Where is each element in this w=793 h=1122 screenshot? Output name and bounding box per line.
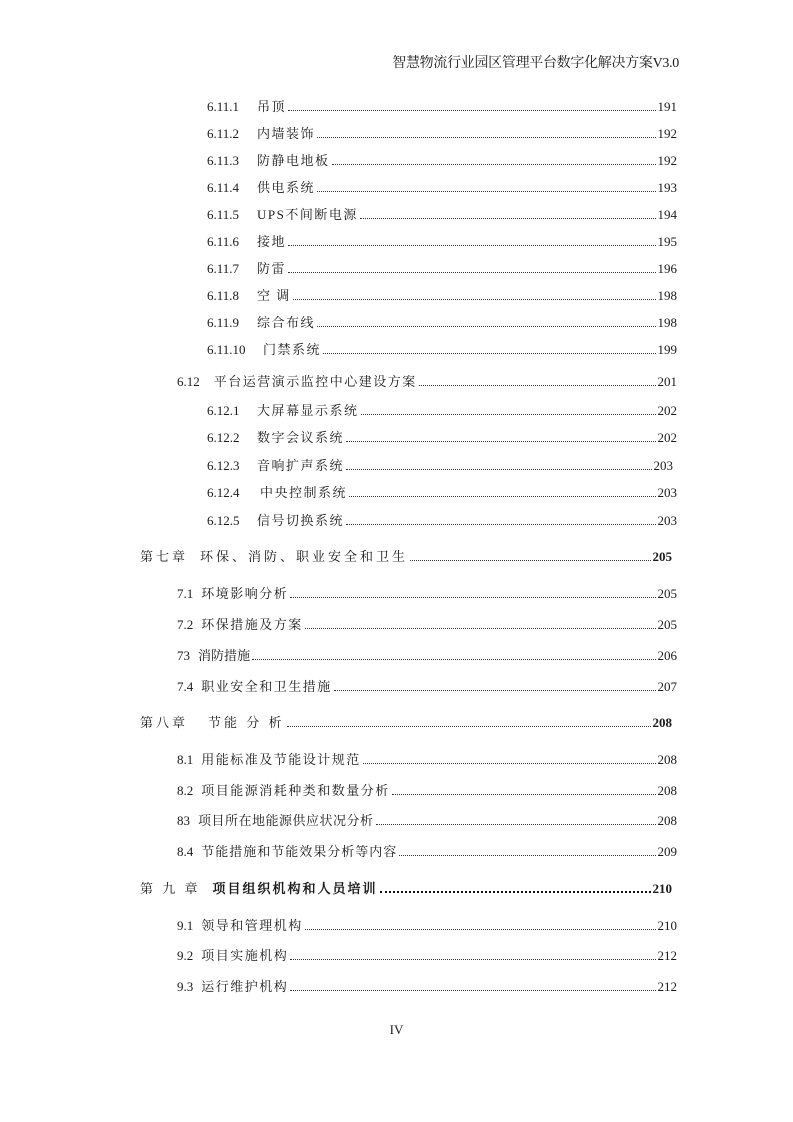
toc-entry-6-12-3[interactable] xyxy=(207,455,673,473)
toc-page-number: 208 xyxy=(652,715,672,730)
toc-title: 职业安全和卫生措施 xyxy=(201,679,332,694)
toc-page-number: 208 xyxy=(657,813,677,828)
toc-leader-dots xyxy=(288,245,655,246)
toc-leader-dots xyxy=(346,469,651,470)
toc-page-number: 194 xyxy=(657,207,677,222)
toc-leader-dots xyxy=(288,110,655,111)
toc-leader-dots xyxy=(317,326,655,327)
toc-leader-dots xyxy=(334,690,656,691)
toc-title: 环境影响分析 xyxy=(201,586,289,601)
toc-leader-dots xyxy=(288,272,655,273)
toc-title: 节能 分 析 xyxy=(208,715,285,730)
toc-leader-dots xyxy=(361,414,656,415)
toc-entry-9-3[interactable] xyxy=(177,976,677,994)
toc-number: 6.11.3 xyxy=(207,153,240,168)
toc-entry-6-11-8[interactable] xyxy=(207,285,677,303)
toc-entry-6-12-1[interactable] xyxy=(207,400,677,418)
toc-number: 6.11.10 xyxy=(207,342,246,357)
toc-number: 6.11.5 xyxy=(207,207,240,222)
toc-leader-dots xyxy=(399,855,655,856)
toc-page-number: 192 xyxy=(657,153,677,168)
toc-number: 83 xyxy=(177,813,190,828)
toc-page-number: 205 xyxy=(652,549,672,564)
toc-chapter-7[interactable] xyxy=(140,546,672,564)
toc-title: 内墙装饰 xyxy=(257,126,316,141)
toc-leader-dots xyxy=(346,524,655,525)
toc-leader-dots xyxy=(317,191,655,192)
toc-title: 门禁系统 xyxy=(263,342,322,357)
toc-leader-dots xyxy=(323,353,655,354)
toc-leader-dots xyxy=(293,299,656,300)
toc-page-number: 208 xyxy=(657,752,677,767)
toc-entry-6-12-2[interactable] xyxy=(207,427,677,445)
toc-number: 8.2 xyxy=(177,783,194,798)
toc-number: 8.4 xyxy=(177,844,194,859)
toc-number: 7.1 xyxy=(177,586,194,601)
toc-page-number: 206 xyxy=(657,648,677,663)
toc-number: 8.1 xyxy=(177,752,194,767)
toc-title: 吊顶 xyxy=(257,99,287,114)
toc-leader-dots xyxy=(376,824,656,825)
toc-leader-dots xyxy=(392,794,656,795)
toc-entry-6-11-5[interactable] xyxy=(207,204,677,222)
toc-page-number: 202 xyxy=(657,430,677,445)
toc-page-number: 202 xyxy=(657,403,677,418)
toc-number: 6.12 xyxy=(177,374,200,389)
toc-page-number: 198 xyxy=(657,288,677,303)
toc-entry-8-2[interactable] xyxy=(177,780,677,798)
toc-page-number: 201 xyxy=(657,374,677,389)
toc-number: 6.12.3 xyxy=(207,458,240,473)
toc-title: 防雷 xyxy=(257,261,287,276)
toc-title: 项目所在地能源供应状况分析 xyxy=(198,813,374,828)
toc-title: 综合布线 xyxy=(257,315,316,330)
toc-title: 用能标准及节能设计规范 xyxy=(201,752,361,767)
toc-page-number: 210 xyxy=(652,881,672,896)
toc-entry-6-11-10[interactable] xyxy=(207,339,677,357)
toc-title: 节能措施和节能效果分析等内容 xyxy=(201,844,398,859)
toc-title: 中央控制系统 xyxy=(260,485,348,500)
toc-number: 6.12.1 xyxy=(207,403,240,418)
toc-title: 空 调 xyxy=(257,288,291,303)
toc-number: 7.4 xyxy=(177,679,194,694)
toc-leader-dots xyxy=(317,137,655,138)
toc-entry-9-1[interactable] xyxy=(177,915,677,933)
toc-leader-dots xyxy=(290,990,655,991)
toc-page-number: 192 xyxy=(657,126,677,141)
toc-entry-6-12-4[interactable] xyxy=(207,482,677,500)
toc-number: 6.11.9 xyxy=(207,315,240,330)
toc-title: 项目组织机构和人员培训 xyxy=(212,881,378,896)
toc-page-number: 191 xyxy=(657,99,677,114)
toc-chapter-9[interactable] xyxy=(140,878,672,896)
toc-title: 数字会议系统 xyxy=(257,430,345,445)
toc-title: 环保、消防、职业安全和卫生 xyxy=(200,549,409,564)
toc-number: 73 xyxy=(177,648,190,663)
toc-number: 6.12.5 xyxy=(207,513,240,528)
toc-chapter-number: 第七章 xyxy=(140,549,189,564)
toc-leader-dots xyxy=(363,763,656,764)
page-header-title: 智慧物流行业园区管理平台数字化解决方案V3.0 xyxy=(392,56,679,71)
toc-entry-6-12-5[interactable] xyxy=(207,510,677,528)
toc-entry-6-11-9[interactable] xyxy=(207,312,677,330)
toc-entry-6-11-3[interactable] xyxy=(207,150,677,168)
toc-chapter-number: 第八章 xyxy=(140,715,189,730)
toc-page-number: 193 xyxy=(657,180,677,195)
toc-number: 6.11.8 xyxy=(207,288,240,303)
toc-page-number: 203 xyxy=(657,485,677,500)
toc-title: 防静电地板 xyxy=(257,153,330,168)
toc-title: 大屏幕显示系统 xyxy=(257,403,359,418)
toc-entry-6-11-2[interactable] xyxy=(207,123,677,141)
toc-page-number: 212 xyxy=(657,979,677,994)
toc-title: 运行维护机构 xyxy=(201,979,289,994)
toc-entry-7-4[interactable] xyxy=(177,676,677,694)
toc-number: 6.11.1 xyxy=(207,99,240,114)
toc-chapter-8[interactable] xyxy=(140,712,672,730)
toc-number: 6.11.7 xyxy=(207,261,240,276)
toc-leader-dots xyxy=(346,441,655,442)
toc-number: 6.11.2 xyxy=(207,126,240,141)
toc-title: 接地 xyxy=(257,234,287,249)
toc-entry-6-11-7[interactable] xyxy=(207,258,677,276)
toc-page-number: 208 xyxy=(657,783,677,798)
toc-page-number: 212 xyxy=(657,948,677,963)
toc-page-number: 195 xyxy=(657,234,677,249)
toc-number: 7.2 xyxy=(177,617,194,632)
toc-leader-dots xyxy=(252,659,655,660)
toc-entry-9-2[interactable] xyxy=(177,945,677,963)
toc-number: 6.12.2 xyxy=(207,430,240,445)
toc-page-number: 210 xyxy=(657,918,677,933)
toc-entry-6-11-4[interactable] xyxy=(207,177,677,195)
toc-title: UPS不间断电源 xyxy=(257,207,358,222)
toc-page-number: 203 xyxy=(653,458,673,473)
toc-title: 项目能源消耗种类和数量分析 xyxy=(201,783,390,798)
toc-page-number: 205 xyxy=(657,586,677,601)
toc-leader-dots xyxy=(380,891,651,893)
toc-leader-dots xyxy=(360,218,656,219)
page-footer-number: IV xyxy=(389,1022,404,1037)
toc-page-number: 196 xyxy=(657,261,677,276)
toc-leader-dots xyxy=(305,929,656,930)
toc-chapter-number: 第 九 章 xyxy=(140,881,201,896)
toc-leader-dots xyxy=(332,164,656,165)
toc-number: 9.1 xyxy=(177,918,194,933)
toc-number: 6.11.6 xyxy=(207,234,240,249)
toc-page-number: 199 xyxy=(657,342,677,357)
toc-entry-6-12[interactable] xyxy=(177,371,677,389)
toc-leader-dots xyxy=(410,560,650,561)
toc-number: 6.12.4 xyxy=(207,485,240,500)
toc-leader-dots xyxy=(305,628,656,629)
toc-title: 消防措施 xyxy=(198,648,251,663)
toc-entry-7-3[interactable] xyxy=(177,645,677,663)
toc-page-number: 207 xyxy=(657,679,677,694)
toc-title: 环保措施及方案 xyxy=(201,617,303,632)
toc-number: 9.2 xyxy=(177,948,194,963)
toc-entry-6-11-1[interactable] xyxy=(207,96,677,114)
toc-title: 项目实施机构 xyxy=(201,948,289,963)
toc-leader-dots xyxy=(419,385,656,386)
toc-entry-8-3[interactable] xyxy=(177,810,677,828)
toc-title: 信号切换系统 xyxy=(257,513,345,528)
toc-entry-8-4[interactable] xyxy=(177,841,677,859)
toc-entry-7-1[interactable] xyxy=(177,583,677,601)
toc-entry-7-2[interactable] xyxy=(177,614,677,632)
toc-page-number: 203 xyxy=(657,513,677,528)
toc-entry-6-11-6[interactable] xyxy=(207,231,677,249)
toc-leader-dots xyxy=(290,597,655,598)
toc-page-number: 198 xyxy=(657,315,677,330)
toc-title: 音响扩声系统 xyxy=(257,458,345,473)
toc-page-number: 209 xyxy=(657,844,677,859)
toc-page-number: 205 xyxy=(657,617,677,632)
toc-number: 6.11.4 xyxy=(207,180,240,195)
toc-title: 平台运营演示监控中心建设方案 xyxy=(213,374,417,389)
toc-title: 供电系统 xyxy=(257,180,316,195)
toc-leader-dots xyxy=(287,726,651,727)
toc-entry-8-1[interactable] xyxy=(177,749,677,767)
toc-leader-dots xyxy=(290,959,655,960)
toc-number: 9.3 xyxy=(177,979,194,994)
toc-leader-dots xyxy=(349,496,655,497)
toc-title: 领导和管理机构 xyxy=(201,918,303,933)
